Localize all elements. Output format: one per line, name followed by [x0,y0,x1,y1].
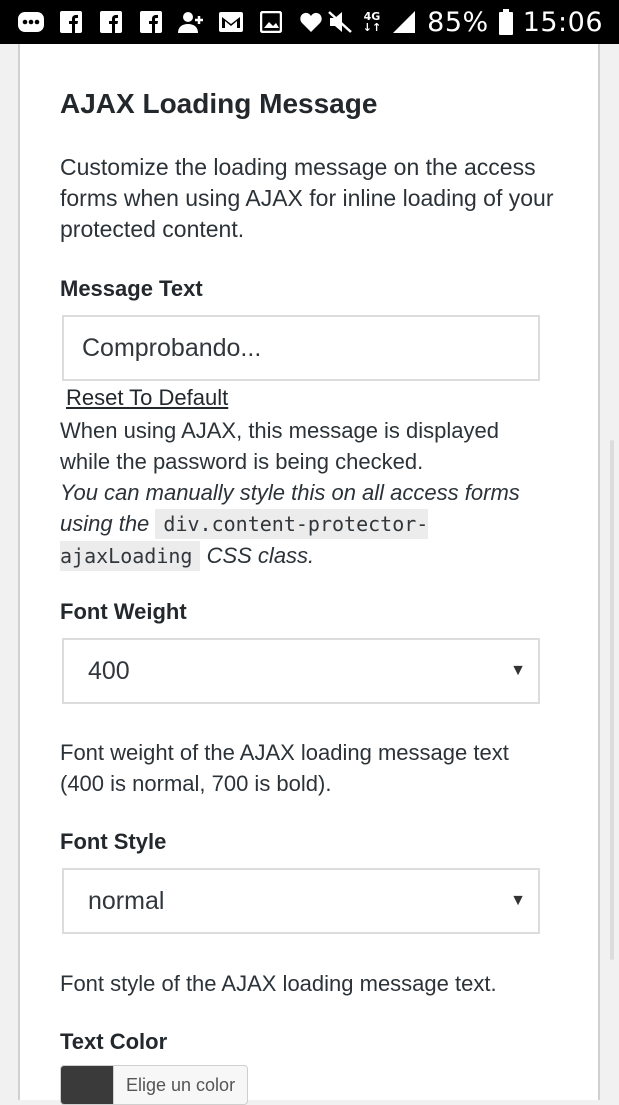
section-description: Customize the loading message on the access forms when using AJAX for inline loading of your protected content. [60,154,554,242]
battery-percent: 85% [427,6,489,38]
color-picker-button[interactable] [60,1065,248,1105]
color-picker-label: Elige un color [113,1066,235,1104]
dropdown-arrow-icon: ▼ [510,892,526,909]
message-text-label: Message Text [60,276,203,301]
heart-icon [298,9,324,35]
message-text-help: When using AJAX, this message is displayed while the password is being checked. [60,418,500,474]
signal-icon [391,9,417,35]
mute-icon [327,9,353,35]
font-weight-help: Font weight of the AJAX loading message text (400 is normal, 700 is bold). [60,740,509,796]
reset-to-default-link[interactable]: Reset To Default [66,385,229,410]
font-weight-select[interactable] [62,638,540,704]
notification-icons [18,8,324,36]
text-color-label: Text Color [60,1029,168,1054]
font-style-label: Font Style [60,829,167,854]
font-weight-value: 400 [88,656,130,685]
battery-icon [499,9,513,35]
facebook-icon [58,9,84,35]
font-weight-label: Font Weight [60,599,187,624]
more-icon [18,9,44,35]
image-icon [258,9,284,35]
settings-panel [18,44,600,1100]
add-contact-icon [178,9,204,35]
message-text-input[interactable] [62,315,540,381]
font-style-select[interactable] [62,868,540,934]
section-title: AJAX Loading Message [60,88,378,119]
system-status [327,6,603,38]
css-hint-text: You can manually style this on all access forms using the [60,480,520,536]
gmail-icon [218,9,244,35]
network-indicator: 4G ↓↑ [362,10,382,34]
font-style-help: Font style of the AJAX loading message text. [60,971,497,996]
clock: 15:06 [522,6,603,38]
color-swatch [61,1066,113,1104]
css-class-hint [60,477,550,572]
css-hint-suffix: CSS class. [206,543,315,568]
status-bar [0,0,619,44]
dropdown-arrow-icon: ▼ [510,662,526,679]
facebook-icon [98,9,124,35]
css-class-code: div.content-protector-ajaxLoading [60,509,428,571]
font-style-value: normal [88,886,165,915]
facebook-icon [138,9,164,35]
scrollbar[interactable] [610,440,614,960]
